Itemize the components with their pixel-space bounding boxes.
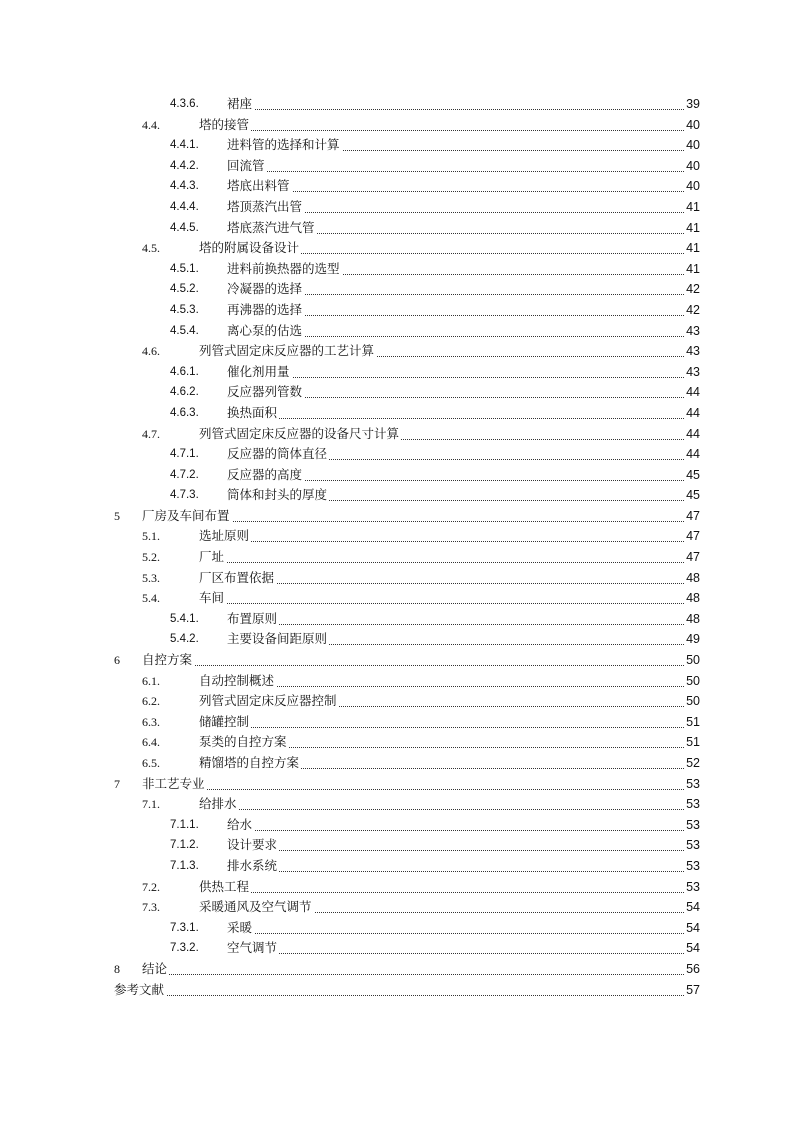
- toc-entry-page-number: 41: [686, 261, 700, 276]
- toc-entry-number: 4.4.3.: [170, 180, 199, 193]
- toc-entry-number: 6.1.: [142, 673, 160, 688]
- toc-entry[interactable]: [0, 362, 793, 383]
- toc-entry-number: 5.2.: [142, 550, 160, 565]
- toc-entry-page-number: 53: [686, 776, 700, 791]
- toc-entry-title: 参考文献: [114, 981, 165, 997]
- toc-entry-number: 7: [114, 776, 120, 791]
- dot-leader: [145, 961, 700, 975]
- toc-entry[interactable]: [0, 959, 793, 980]
- toc-entry-title: 给水: [227, 816, 253, 832]
- toc-entry-title: 自控方案: [142, 652, 193, 668]
- toc-entry-number: 4.7.2.: [170, 468, 199, 481]
- toc-entry[interactable]: [0, 176, 793, 197]
- toc-entry-title: 采暖: [227, 919, 253, 935]
- toc-entry[interactable]: [0, 547, 793, 568]
- dot-leader: [228, 611, 700, 625]
- toc-entry-page-number: 51: [686, 714, 700, 729]
- toc-entry-page-number: 45: [686, 467, 700, 482]
- toc-entry-number: 7.1.2.: [170, 839, 199, 852]
- toc-entry-title: 厂房及车间布置: [142, 507, 230, 523]
- toc-entry[interactable]: [0, 259, 793, 280]
- toc-entry-number: 5: [114, 508, 120, 523]
- toc-entry-page-number: 50: [686, 653, 700, 668]
- toc-entry-title: 塔顶蒸汽出管: [227, 198, 303, 214]
- toc-entry-title: 泵类的自控方案: [199, 734, 287, 750]
- dot-leader: [200, 528, 700, 542]
- dot-leader: [200, 796, 700, 810]
- toc-entry[interactable]: [0, 712, 793, 733]
- dot-leader: [145, 776, 700, 790]
- toc-entry-title: 排水系统: [227, 857, 278, 873]
- toc-entry-page-number: 42: [686, 302, 700, 317]
- toc-entry-page-number: 41: [686, 199, 700, 214]
- toc-entry-page-number: 40: [686, 117, 700, 132]
- toc-entry-title: 塔底蒸汽进气管: [227, 219, 315, 235]
- dot-leader: [200, 590, 700, 604]
- dot-leader: [200, 879, 700, 893]
- toc-entry-title: 采暖通风及空气调节: [199, 899, 312, 915]
- toc-entry-title: 塔的接管: [199, 116, 250, 132]
- toc-entry-title: 储罐控制: [199, 713, 250, 729]
- toc-entry[interactable]: [0, 485, 793, 506]
- toc-entry-number: 4.5.3.: [170, 303, 199, 316]
- toc-entry[interactable]: [0, 506, 793, 527]
- toc-entry-title: 反应器的筒体直径: [227, 446, 328, 462]
- toc-entry-title: 列管式固定床反应器控制: [199, 693, 337, 709]
- dot-leader: [228, 817, 700, 831]
- toc-entry-title: 供热工程: [199, 878, 250, 894]
- toc-entry-number: 4.7.1.: [170, 448, 199, 461]
- toc-entry-title: 厂区布置依据: [199, 569, 275, 585]
- toc-entry-title: 进料管的选择和计算: [227, 137, 340, 153]
- toc-entry-page-number: 43: [686, 344, 700, 359]
- toc-entry-page-number: 50: [686, 694, 700, 709]
- dot-leader: [228, 858, 700, 872]
- toc-entry-page-number: 47: [686, 529, 700, 544]
- toc-entry-page-number: 44: [686, 405, 700, 420]
- toc-entry-page-number: 39: [686, 97, 700, 111]
- toc-entry-number: 4.6.2.: [170, 386, 199, 399]
- dot-leader: [228, 940, 700, 954]
- toc-entry-title: 塔的附属设备设计: [199, 240, 300, 256]
- dot-leader: [228, 405, 700, 419]
- toc-entry[interactable]: [0, 691, 793, 712]
- toc-entry-page-number: 50: [686, 673, 700, 688]
- toc-entry[interactable]: [0, 218, 793, 239]
- toc-entry-title: 主要设备间距原则: [227, 631, 328, 647]
- toc-entry-number: 4.6.3.: [170, 406, 199, 419]
- toc-entry-title: 列管式固定床反应器的设备尺寸计算: [199, 425, 400, 441]
- toc-entry[interactable]: [0, 444, 793, 465]
- toc-entry[interactable]: [0, 321, 793, 342]
- toc-entry-number: 8: [114, 961, 120, 976]
- toc-entry[interactable]: [0, 197, 793, 218]
- toc-entry-number: 4.4.1.: [170, 139, 199, 152]
- toc-entry-number: 6: [114, 653, 120, 668]
- toc-entry[interactable]: [0, 774, 793, 795]
- toc-entry-number: 6.4.: [142, 735, 160, 750]
- toc-entry-page-number: 48: [686, 611, 700, 626]
- toc-entry[interactable]: [0, 135, 793, 156]
- dot-leader: [145, 652, 700, 666]
- toc-entry-page-number: 40: [686, 179, 700, 194]
- dot-leader: [228, 96, 700, 110]
- toc-entry-page-number: 53: [686, 858, 700, 873]
- toc-entry-page-number: 53: [686, 797, 700, 812]
- dot-leader: [228, 920, 700, 934]
- toc-entry[interactable]: [0, 238, 793, 259]
- toc-entry[interactable]: [0, 424, 793, 445]
- toc-entry-page-number: 56: [686, 961, 700, 976]
- toc-entry[interactable]: [0, 897, 793, 918]
- toc-entry-number: 5.4.: [142, 591, 160, 606]
- toc-entry-number: 5.3.: [142, 570, 160, 585]
- toc-entry[interactable]: [0, 671, 793, 692]
- toc-entry-page-number: 54: [686, 941, 700, 956]
- toc-entry-number: 4.7.3.: [170, 489, 199, 502]
- dot-leader: [200, 549, 700, 563]
- toc-entry-number: 4.3.6.: [170, 98, 199, 110]
- toc-entry-title: 车间: [199, 590, 225, 606]
- toc-entry-page-number: 51: [686, 735, 700, 750]
- toc-entry-title: 给排水: [199, 796, 237, 812]
- toc-entry-number: 7.1.1.: [170, 818, 199, 831]
- toc-entry-number: 6.3.: [142, 714, 160, 729]
- dot-leader: [228, 364, 700, 378]
- toc-entry-page-number: 43: [686, 323, 700, 338]
- toc-entry[interactable]: [0, 341, 793, 362]
- toc-entry-number: 4.6.1.: [170, 365, 199, 378]
- toc-entry-title: 设计要求: [227, 837, 278, 853]
- dot-leader: [200, 117, 700, 131]
- toc-entry[interactable]: [0, 588, 793, 609]
- toc-entry[interactable]: [0, 465, 793, 486]
- toc-entry[interactable]: [0, 403, 793, 424]
- toc-entry-title: 空气调节: [227, 940, 278, 956]
- toc-entry-page-number: 53: [686, 879, 700, 894]
- toc-entry-page-number: 48: [686, 591, 700, 606]
- toc-entry-title: 布置原则: [227, 610, 278, 626]
- toc-entry[interactable]: [0, 794, 793, 815]
- toc-entry-title: 催化剂用量: [227, 363, 290, 379]
- toc-entry-title: 塔底出料管: [227, 178, 290, 194]
- toc-entry-number: 4.5.2.: [170, 283, 199, 296]
- toc-entry-number: 5.1.: [142, 529, 160, 544]
- toc-entry-page-number: 57: [686, 982, 700, 997]
- toc-entry[interactable]: [0, 526, 793, 547]
- toc-entry-page-number: 40: [686, 158, 700, 173]
- toc-entry[interactable]: [0, 629, 793, 650]
- toc-entry-number: 5.4.2.: [170, 633, 199, 646]
- toc-entry[interactable]: [0, 980, 793, 1001]
- toc-entry-title: 厂址: [199, 549, 225, 565]
- dot-leader: [116, 982, 700, 996]
- toc-entry-page-number: 52: [686, 756, 700, 770]
- toc-entry-number: 6.2.: [142, 694, 160, 709]
- toc-entry[interactable]: [0, 609, 793, 630]
- toc-entry[interactable]: [0, 650, 793, 671]
- toc-entry-page-number: 47: [686, 550, 700, 565]
- toc-entry-number: 4.6.: [142, 344, 160, 359]
- toc-entry-page-number: 44: [686, 426, 700, 441]
- toc-entry-number: 4.5.: [142, 241, 160, 256]
- toc-entry-title: 列管式固定床反应器的工艺计算: [199, 343, 375, 359]
- toc-entry-number: 7.1.3.: [170, 859, 199, 872]
- dot-leader: [200, 714, 700, 728]
- toc-entry-title: 结论: [142, 960, 168, 976]
- toc-entry-number: 4.4.: [142, 117, 160, 132]
- toc-entry-title: 再沸器的选择: [227, 301, 303, 317]
- toc-entry-number: 4.7.: [142, 426, 160, 441]
- toc-entry[interactable]: [0, 156, 793, 177]
- toc-entry-page-number: 41: [686, 220, 700, 235]
- dot-leader: [228, 837, 700, 851]
- toc-entry-number: 4.4.2.: [170, 159, 199, 172]
- toc-entry-number: 7.2.: [142, 879, 160, 894]
- toc-entry[interactable]: [0, 835, 793, 856]
- toc-entry-title: 进料前换热器的选型: [227, 260, 340, 276]
- toc-entry-number: 4.5.4.: [170, 324, 199, 337]
- toc-entry[interactable]: [0, 115, 793, 136]
- toc-entry[interactable]: [0, 918, 793, 939]
- toc-entry-number: 4.4.4.: [170, 200, 199, 213]
- toc-entry-title: 精馏塔的自控方案: [199, 755, 300, 770]
- toc-entry-page-number: 47: [686, 508, 700, 523]
- toc-entry-page-number: 45: [686, 488, 700, 503]
- toc-entry-title: 反应器的高度: [227, 466, 303, 482]
- toc-entry[interactable]: [0, 94, 793, 115]
- toc-entry[interactable]: [0, 938, 793, 959]
- toc-entry-number: 4.5.1.: [170, 262, 199, 275]
- toc-entry-number: 7.3.: [142, 900, 160, 915]
- toc-entry-page-number: 53: [686, 817, 700, 832]
- toc-entry-number: 7.3.1.: [170, 921, 199, 934]
- toc-entry[interactable]: [0, 382, 793, 403]
- toc-entry-title: 换热面积: [227, 404, 278, 420]
- table-of-contents: [0, 94, 793, 1000]
- toc-entry-number: 6.5.: [142, 756, 160, 770]
- toc-entry-title: 筒体和封头的厚度: [227, 487, 328, 503]
- toc-entry-title: 自动控制概述: [199, 672, 275, 688]
- toc-entry-number: 5.4.1.: [170, 612, 199, 625]
- toc-entry[interactable]: [0, 856, 793, 877]
- toc-entry-page-number: 43: [686, 364, 700, 379]
- toc-entry-title: 离心泵的估选: [227, 322, 303, 338]
- dot-leader: [228, 158, 700, 172]
- toc-entry-number: 7.3.2.: [170, 942, 199, 955]
- toc-entry-page-number: 44: [686, 385, 700, 400]
- toc-entry[interactable]: [0, 732, 793, 753]
- toc-entry-page-number: 54: [686, 920, 700, 935]
- toc-entry-page-number: 54: [686, 900, 700, 915]
- toc-entry-page-number: 53: [686, 838, 700, 853]
- toc-entry[interactable]: [0, 877, 793, 898]
- toc-entry-page-number: 42: [686, 282, 700, 297]
- toc-entry-page-number: 44: [686, 447, 700, 462]
- toc-entry-page-number: 49: [686, 632, 700, 647]
- toc-entry-page-number: 40: [686, 138, 700, 153]
- dot-leader: [228, 178, 700, 192]
- toc-entry-number: 4.4.5.: [170, 221, 199, 234]
- toc-entry-title: 冷凝器的选择: [227, 281, 303, 297]
- toc-entry[interactable]: [0, 300, 793, 321]
- toc-entry-title: 裙座: [227, 96, 253, 111]
- toc-entry-title: 反应器列管数: [227, 384, 303, 400]
- toc-entry[interactable]: [0, 815, 793, 836]
- toc-entry-number: 7.1.: [142, 797, 160, 812]
- toc-entry-title: 非工艺专业: [142, 775, 205, 791]
- toc-entry-page-number: 48: [686, 570, 700, 585]
- toc-entry-title: 选址原则: [199, 528, 250, 544]
- toc-entry[interactable]: [0, 279, 793, 300]
- toc-entry-page-number: 41: [686, 241, 700, 256]
- toc-entry-title: 回流管: [227, 157, 265, 173]
- toc-entry[interactable]: [0, 568, 793, 589]
- toc-entry[interactable]: [0, 753, 793, 774]
